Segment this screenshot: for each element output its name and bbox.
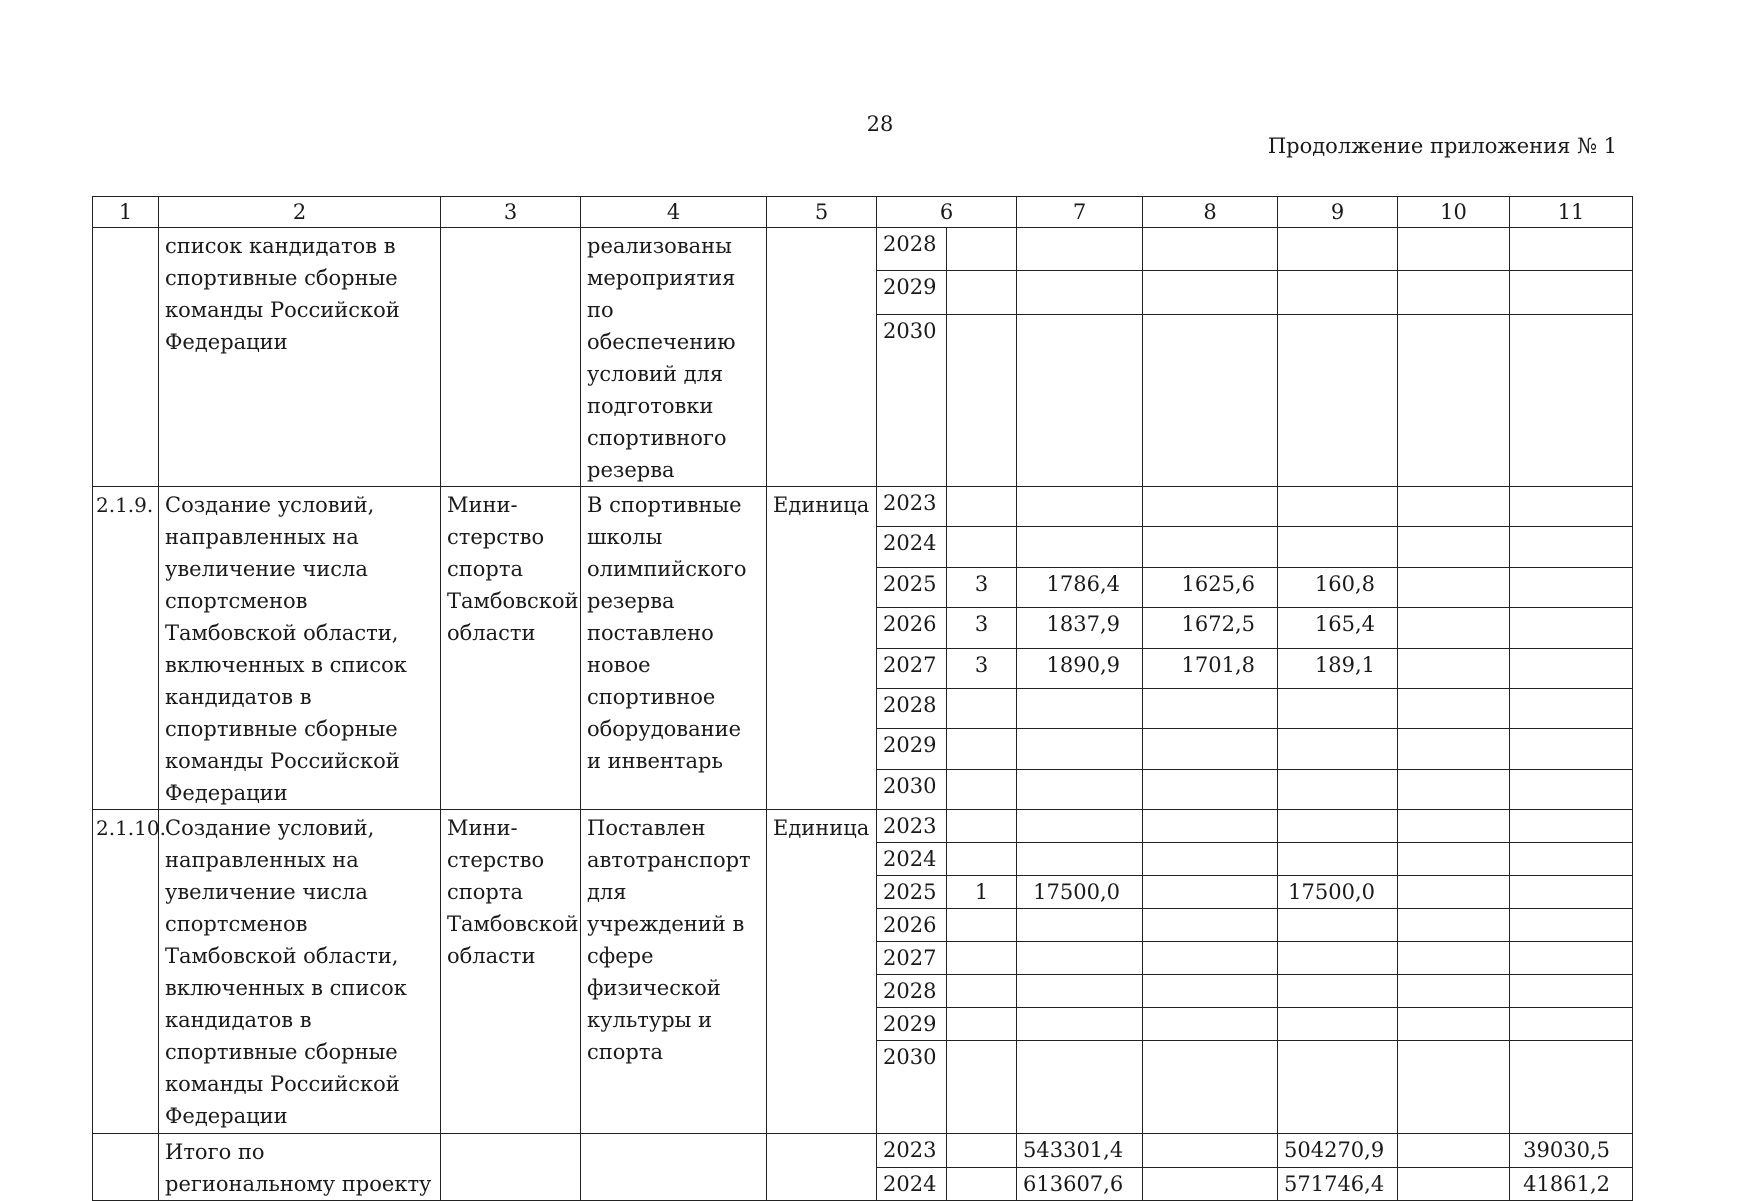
executor-cell: Мини-стерство спорта Тамбовской области xyxy=(441,487,581,810)
value-cell-c11 xyxy=(1510,975,1633,1008)
page-number: 28 xyxy=(866,112,894,136)
result-cell xyxy=(581,1134,767,1201)
column-header: 11 xyxy=(1510,197,1633,228)
value-cell-c9 xyxy=(1278,843,1398,876)
value-cell-c9 xyxy=(1278,810,1398,843)
value-cell-c10 xyxy=(1398,909,1510,942)
value-cell-c8 xyxy=(1143,1008,1278,1041)
value-cell-c7 xyxy=(1017,1041,1143,1134)
value-cell-c8 xyxy=(1143,688,1278,728)
empty-cell xyxy=(1143,228,1278,271)
table-row xyxy=(93,810,1633,843)
value-cell-c9: 160,8 xyxy=(1278,567,1398,607)
year-cell: 2023 xyxy=(877,810,947,843)
value-cell-c10 xyxy=(1398,810,1510,843)
year-cell: 2030 xyxy=(877,769,947,809)
quantity-cell xyxy=(947,487,1017,527)
year-cell: 2024 xyxy=(877,1167,947,1201)
value-cell-c8 xyxy=(1143,527,1278,567)
value-cell-c8 xyxy=(1143,769,1278,809)
value-cell-c7 xyxy=(1017,810,1143,843)
year-cell: 2024 xyxy=(877,527,947,567)
empty-cell xyxy=(1398,271,1510,314)
value-cell-c8 xyxy=(1143,810,1278,843)
value-cell-c7: 1837,9 xyxy=(1017,608,1143,648)
empty-cell xyxy=(1017,314,1143,486)
value-cell-c10 xyxy=(1398,608,1510,648)
value-cell-c9 xyxy=(1278,975,1398,1008)
executor-cell xyxy=(441,228,581,487)
column-header: 10 xyxy=(1398,197,1510,228)
executor-cell xyxy=(441,1134,581,1201)
value-cell-c11 xyxy=(1510,876,1633,909)
value-cell-c11 xyxy=(1510,567,1633,607)
column-header: 1 xyxy=(93,197,159,228)
column-header: 7 xyxy=(1017,197,1143,228)
quantity-cell xyxy=(947,527,1017,567)
year-cell: 2028 xyxy=(877,975,947,1008)
empty-cell xyxy=(1278,228,1398,271)
table-body xyxy=(93,197,1633,1201)
year-cell: 2024 xyxy=(877,843,947,876)
value-cell-c8: 1625,6 xyxy=(1143,567,1278,607)
quantity-cell xyxy=(947,1167,1017,1201)
total-label-cell: Итого по региональному проекту xyxy=(159,1134,441,1201)
value-cell-c11 xyxy=(1510,769,1633,809)
value-cell-c10 xyxy=(1398,843,1510,876)
quantity-cell: 1 xyxy=(947,876,1017,909)
year-cell: 2030 xyxy=(877,314,947,486)
quantity-cell xyxy=(947,1134,1017,1168)
column-header: 3 xyxy=(441,197,581,228)
empty-cell xyxy=(1017,271,1143,314)
quantity-cell xyxy=(947,909,1017,942)
value-cell-c11 xyxy=(1510,688,1633,728)
column-header: 6 xyxy=(877,197,1017,228)
value-cell-c7 xyxy=(1017,1008,1143,1041)
value-cell-c9 xyxy=(1278,909,1398,942)
unit-cell: Единица xyxy=(767,487,877,810)
result-cell: реализованы мероприятия по обеспечению условий для подготовки спортивного резерва xyxy=(581,228,767,487)
value-cell-c11 xyxy=(1510,1008,1633,1041)
value-cell-c11 xyxy=(1510,729,1633,769)
year-cell: 2027 xyxy=(877,942,947,975)
value-cell-c11 xyxy=(1510,1041,1633,1134)
quantity-cell xyxy=(947,769,1017,809)
value-cell-c10 xyxy=(1398,567,1510,607)
value-cell-c7 xyxy=(1017,487,1143,527)
value-cell-c7 xyxy=(1017,527,1143,567)
value-cell-c9 xyxy=(1278,527,1398,567)
quantity-cell xyxy=(947,1041,1017,1134)
quantity-cell xyxy=(947,688,1017,728)
column-header: 5 xyxy=(767,197,877,228)
empty-cell xyxy=(1510,228,1633,271)
value-cell-c9 xyxy=(1278,487,1398,527)
value-cell-c11: 39030,5 xyxy=(1510,1134,1633,1168)
value-cell-c11 xyxy=(1510,942,1633,975)
event-name-cell: Создание условий, направленных на увеличение числа спортсменов Тамбовской области, включенных в список кандидатов в спортивные сборные команды Российской Федерации xyxy=(159,810,441,1134)
value-cell-c11 xyxy=(1510,608,1633,648)
value-cell-c10 xyxy=(1398,1008,1510,1041)
column-header: 4 xyxy=(581,197,767,228)
empty-cell xyxy=(1143,314,1278,486)
unit-cell: Единица xyxy=(767,810,877,1134)
unit-cell xyxy=(767,1134,877,1201)
value-cell-c9: 504270,9 xyxy=(1278,1134,1398,1168)
value-cell-c10 xyxy=(1398,688,1510,728)
table-row xyxy=(93,228,1633,271)
year-cell: 2025 xyxy=(877,567,947,607)
appendix-note: Продолжение приложения № 1 xyxy=(1267,134,1617,158)
value-cell-c9: 17500,0 xyxy=(1278,876,1398,909)
year-cell: 2028 xyxy=(877,228,947,271)
value-cell-c7: 613607,6 xyxy=(1017,1167,1143,1201)
year-cell: 2026 xyxy=(877,909,947,942)
column-header: 2 xyxy=(159,197,441,228)
column-header: 8 xyxy=(1143,197,1278,228)
code-cell xyxy=(93,228,159,487)
value-cell-c9: 189,1 xyxy=(1278,648,1398,688)
value-cell-c10 xyxy=(1398,769,1510,809)
year-cell: 2026 xyxy=(877,608,947,648)
value-cell-c8: 1701,8 xyxy=(1143,648,1278,688)
value-cell-c10 xyxy=(1398,648,1510,688)
empty-cell xyxy=(1398,228,1510,271)
value-cell-c8 xyxy=(1143,1167,1278,1201)
result-cell: Поставлен автотранспорт для учреждений в сфере физической культуры и спорта xyxy=(581,810,767,1134)
column-header: 9 xyxy=(1278,197,1398,228)
value-cell-c7 xyxy=(1017,942,1143,975)
value-cell-c8 xyxy=(1143,942,1278,975)
result-cell: В спортивные школы олимпийского резерва поставлено новое спортивное оборудование и инвентарь xyxy=(581,487,767,810)
value-cell-c9 xyxy=(1278,769,1398,809)
year-cell: 2023 xyxy=(877,1134,947,1168)
value-cell-c7: 543301,4 xyxy=(1017,1134,1143,1168)
code-cell xyxy=(93,1134,159,1201)
value-cell-c9: 571746,4 xyxy=(1278,1167,1398,1201)
quantity-cell xyxy=(947,729,1017,769)
year-cell: 2029 xyxy=(877,729,947,769)
value-cell-c7 xyxy=(1017,729,1143,769)
value-cell-c8 xyxy=(1143,729,1278,769)
value-cell-c8 xyxy=(1143,909,1278,942)
year-cell: 2030 xyxy=(877,1041,947,1134)
year-cell: 2028 xyxy=(877,688,947,728)
empty-cell xyxy=(947,314,1017,486)
program-table xyxy=(92,196,1633,1201)
quantity-cell xyxy=(947,1008,1017,1041)
value-cell-c9: 165,4 xyxy=(1278,608,1398,648)
quantity-cell xyxy=(947,810,1017,843)
value-cell-c10 xyxy=(1398,527,1510,567)
empty-cell xyxy=(1510,314,1633,486)
value-cell-c7 xyxy=(1017,769,1143,809)
empty-cell xyxy=(1143,271,1278,314)
value-cell-c7: 1786,4 xyxy=(1017,567,1143,607)
value-cell-c8 xyxy=(1143,843,1278,876)
year-cell: 2023 xyxy=(877,487,947,527)
value-cell-c10 xyxy=(1398,729,1510,769)
value-cell-c8 xyxy=(1143,876,1278,909)
quantity-cell: 3 xyxy=(947,567,1017,607)
value-cell-c7 xyxy=(1017,909,1143,942)
value-cell-c10 xyxy=(1398,975,1510,1008)
value-cell-c7 xyxy=(1017,975,1143,1008)
value-cell-c11: 41861,2 xyxy=(1510,1167,1633,1201)
column-number-row xyxy=(93,197,1633,228)
quantity-cell xyxy=(947,942,1017,975)
value-cell-c9 xyxy=(1278,1041,1398,1134)
value-cell-c7 xyxy=(1017,688,1143,728)
empty-cell xyxy=(947,271,1017,314)
value-cell-c11 xyxy=(1510,648,1633,688)
value-cell-c9 xyxy=(1278,688,1398,728)
value-cell-c7 xyxy=(1017,843,1143,876)
event-name-cell: список кандидатов в спортивные сборные команды Российской Федерации xyxy=(159,228,441,487)
code-cell: 2.1.10. xyxy=(93,810,159,1134)
value-cell-c10 xyxy=(1398,876,1510,909)
value-cell-c8: 1672,5 xyxy=(1143,608,1278,648)
event-name-cell: Создание условий, направленных на увеличение числа спортсменов Тамбовской области, включенных в список кандидатов в спортивные сборные команды Российской Федерации xyxy=(159,487,441,810)
year-cell: 2027 xyxy=(877,648,947,688)
value-cell-c8 xyxy=(1143,1041,1278,1134)
empty-cell xyxy=(1017,228,1143,271)
year-cell: 2029 xyxy=(877,271,947,314)
value-cell-c8 xyxy=(1143,1134,1278,1168)
value-cell-c11 xyxy=(1510,909,1633,942)
value-cell-c7: 1890,9 xyxy=(1017,648,1143,688)
year-cell: 2025 xyxy=(877,876,947,909)
empty-cell xyxy=(1510,271,1633,314)
quantity-cell: 3 xyxy=(947,648,1017,688)
code-cell: 2.1.9. xyxy=(93,487,159,810)
empty-cell xyxy=(1398,314,1510,486)
executor-cell: Мини-стерство спорта Тамбовской области xyxy=(441,810,581,1134)
quantity-cell: 3 xyxy=(947,608,1017,648)
quantity-cell xyxy=(947,843,1017,876)
empty-cell xyxy=(1278,314,1398,486)
year-cell: 2029 xyxy=(877,1008,947,1041)
value-cell-c10 xyxy=(1398,487,1510,527)
empty-cell xyxy=(947,228,1017,271)
value-cell-c11 xyxy=(1510,810,1633,843)
value-cell-c9 xyxy=(1278,1008,1398,1041)
empty-cell xyxy=(1278,271,1398,314)
total-row xyxy=(93,1134,1633,1168)
value-cell-c10 xyxy=(1398,942,1510,975)
value-cell-c11 xyxy=(1510,487,1633,527)
quantity-cell xyxy=(947,975,1017,1008)
table-row xyxy=(93,487,1633,527)
value-cell-c10 xyxy=(1398,1167,1510,1201)
unit-cell xyxy=(767,228,877,487)
value-cell-c7: 17500,0 xyxy=(1017,876,1143,909)
value-cell-c11 xyxy=(1510,527,1633,567)
value-cell-c10 xyxy=(1398,1134,1510,1168)
value-cell-c9 xyxy=(1278,942,1398,975)
value-cell-c8 xyxy=(1143,487,1278,527)
value-cell-c11 xyxy=(1510,843,1633,876)
value-cell-c10 xyxy=(1398,1041,1510,1134)
value-cell-c8 xyxy=(1143,975,1278,1008)
value-cell-c9 xyxy=(1278,729,1398,769)
